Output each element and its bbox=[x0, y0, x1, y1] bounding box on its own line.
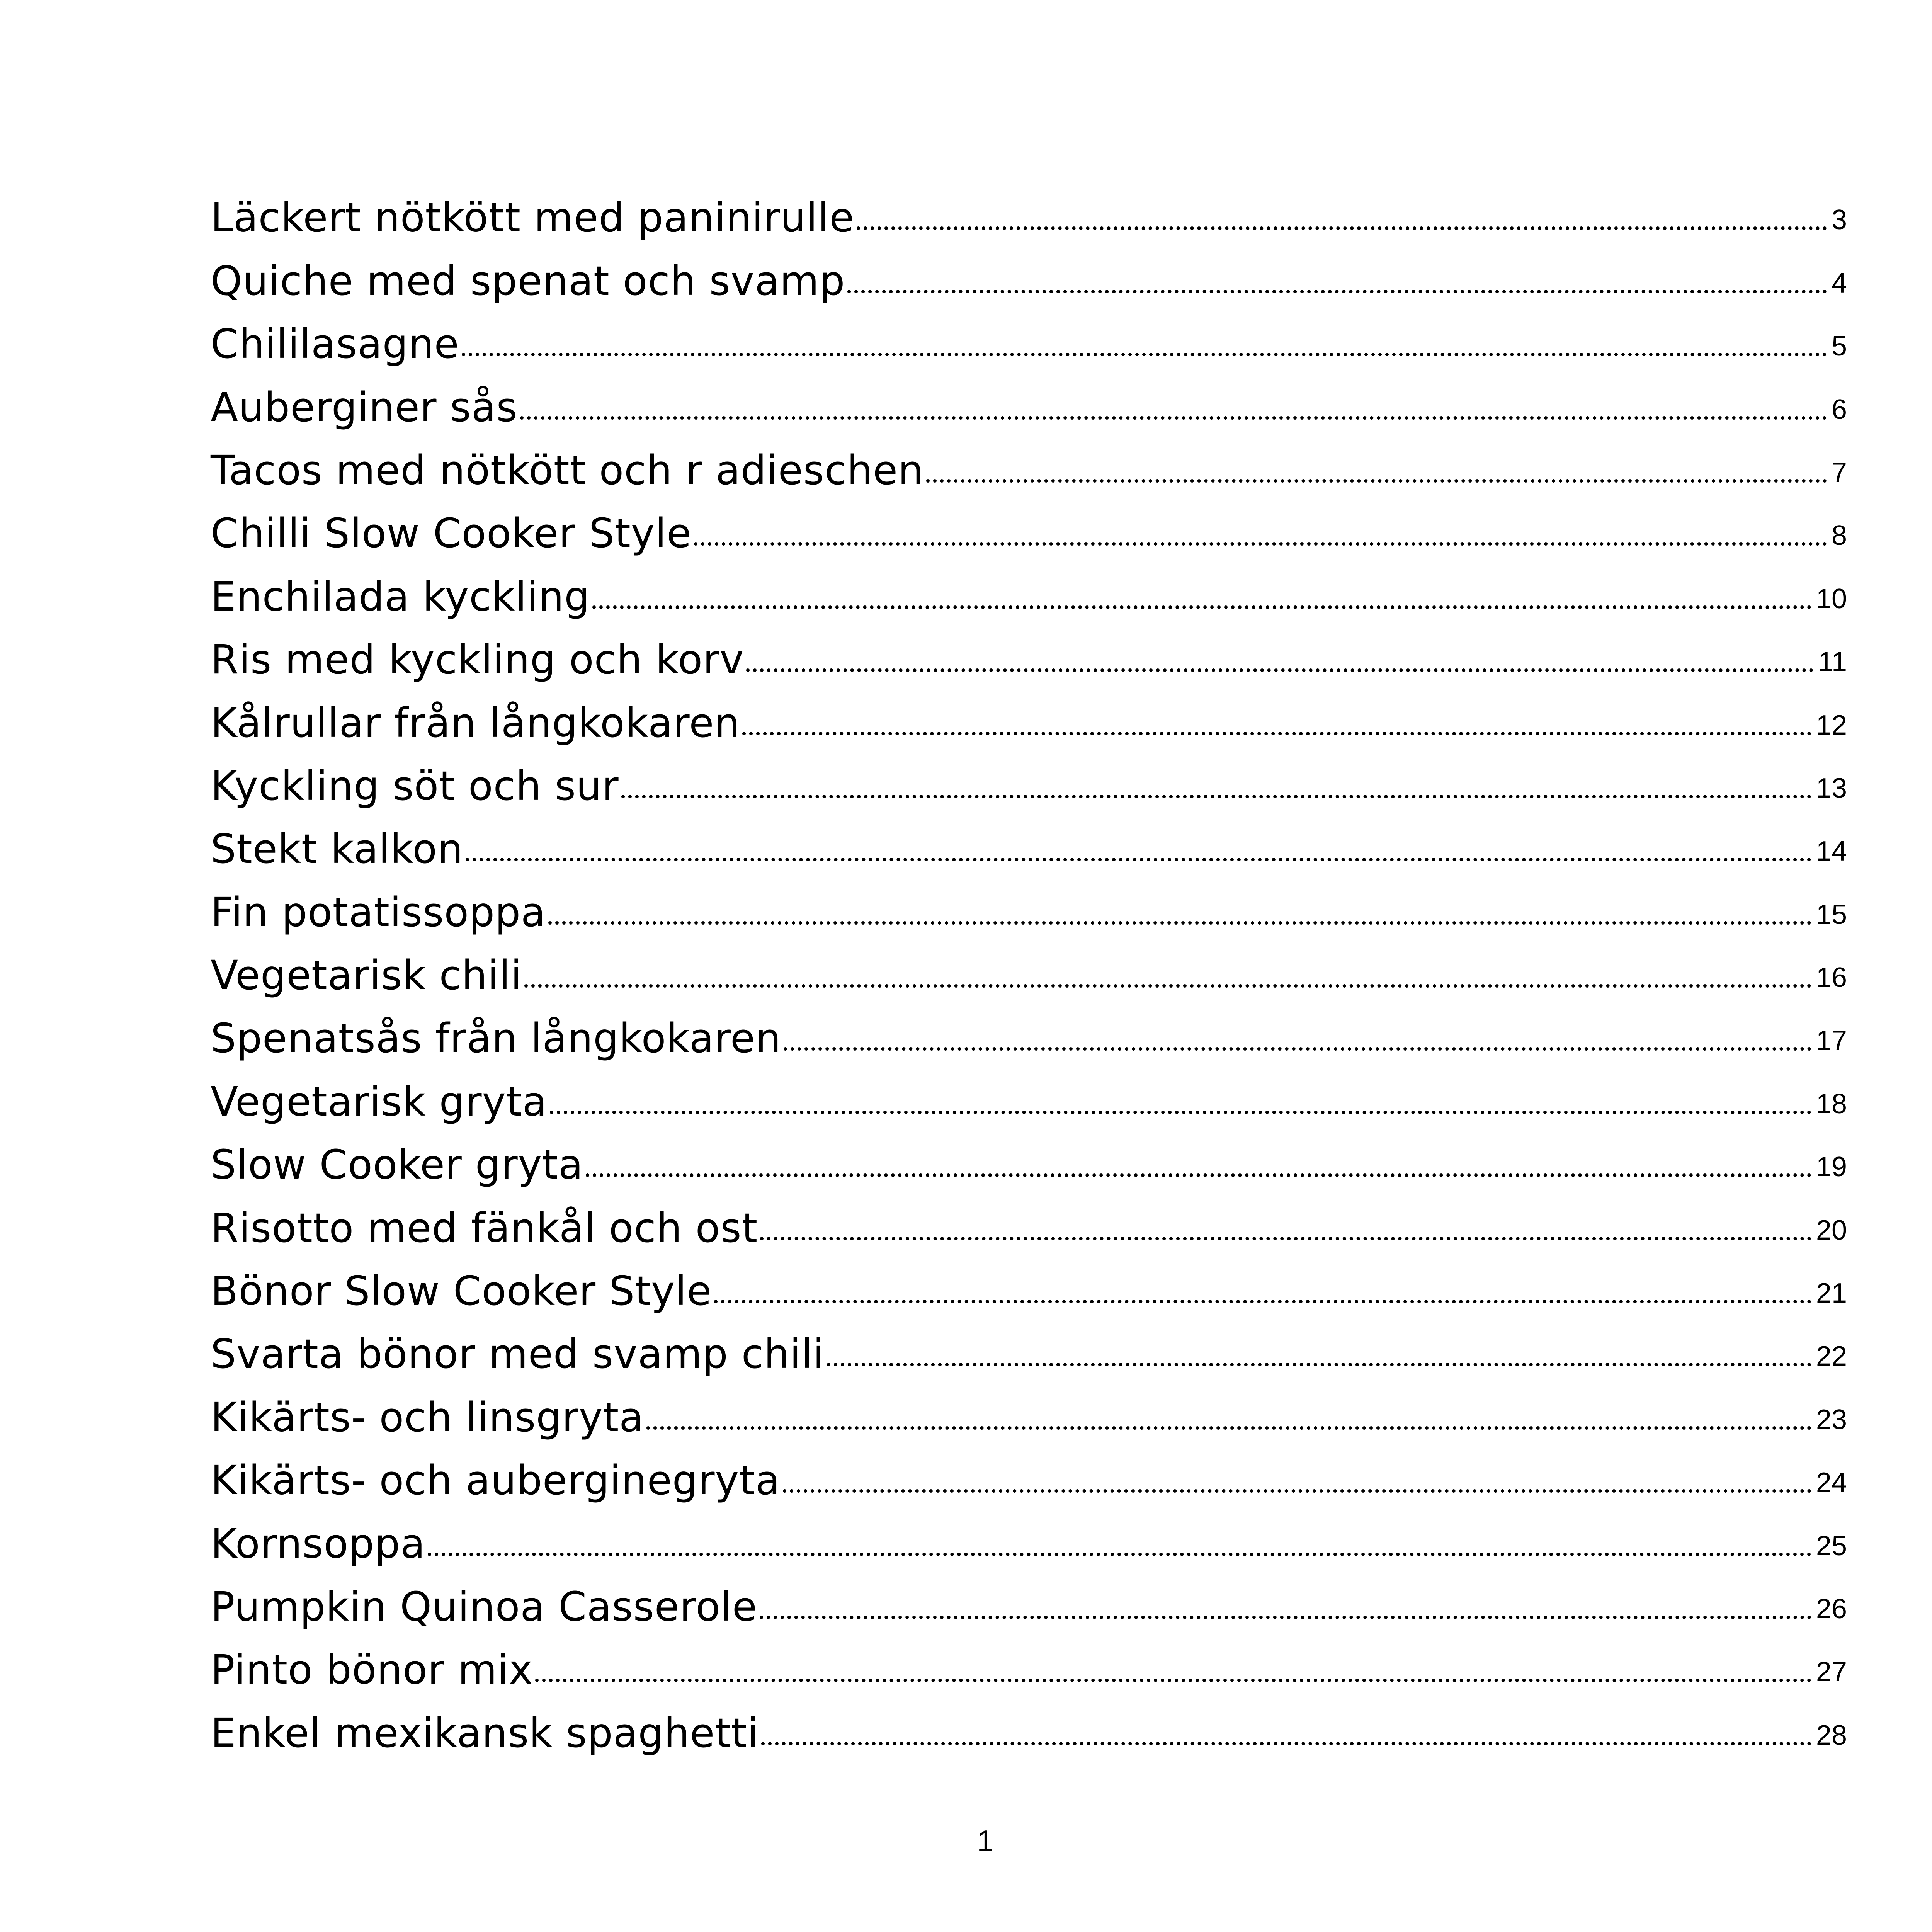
toc-entry-page: 6 bbox=[1831, 394, 1847, 425]
dot-leader bbox=[524, 984, 1811, 988]
toc-entry[interactable] bbox=[211, 1124, 1847, 1187]
toc-entry-page: 16 bbox=[1816, 962, 1847, 993]
toc-entry[interactable] bbox=[211, 1061, 1847, 1124]
toc-entry-page: 17 bbox=[1816, 1025, 1847, 1056]
toc-entry[interactable] bbox=[211, 1250, 1847, 1313]
toc-entry-title: Läckert nötkött med paninirulle bbox=[211, 194, 855, 242]
toc-entry-title: Slow Cooker gryta bbox=[211, 1141, 583, 1189]
toc-entry[interactable] bbox=[211, 493, 1847, 556]
toc-entry-page: 5 bbox=[1831, 331, 1847, 362]
toc-entry-page: 24 bbox=[1816, 1467, 1847, 1498]
dot-leader bbox=[761, 1742, 1811, 1745]
toc-entry-title: Enkel mexikansk spaghetti bbox=[211, 1709, 759, 1757]
page-number: 1 bbox=[977, 1824, 994, 1858]
dot-leader bbox=[520, 416, 1827, 420]
toc-entry-title: Ris med kyckling och korv bbox=[211, 636, 744, 684]
toc-entry-title: Vegetarisk gryta bbox=[211, 1078, 548, 1125]
toc-entry[interactable] bbox=[211, 366, 1847, 429]
toc-entry[interactable] bbox=[211, 556, 1847, 619]
toc-entry-page: 21 bbox=[1816, 1278, 1847, 1309]
toc-entry-title: Chililasagne bbox=[211, 320, 459, 368]
toc-entry-title: Risotto med fänkål och ost bbox=[211, 1204, 758, 1252]
toc-entry[interactable] bbox=[211, 1692, 1847, 1755]
dot-leader bbox=[646, 1426, 1811, 1430]
toc-entry[interactable] bbox=[211, 682, 1847, 745]
toc-entry-page: 14 bbox=[1816, 836, 1847, 867]
toc-entry-page: 13 bbox=[1816, 772, 1847, 804]
toc-entry[interactable] bbox=[211, 998, 1847, 1061]
toc-entry-title: Kålrullar från långkokaren bbox=[211, 699, 740, 747]
toc-entry-page: 7 bbox=[1831, 457, 1847, 488]
dot-leader bbox=[857, 226, 1827, 230]
toc-entry-title: Kikärts- och auberginegryta bbox=[211, 1457, 781, 1504]
toc-entry-title: Svarta bönor med svamp chili bbox=[211, 1330, 825, 1378]
dot-leader bbox=[746, 668, 1813, 672]
dot-leader bbox=[550, 1111, 1811, 1114]
toc-entry-page: 20 bbox=[1816, 1214, 1847, 1246]
toc-entry[interactable] bbox=[211, 1440, 1847, 1503]
toc-entry[interactable] bbox=[211, 1629, 1847, 1692]
dot-leader bbox=[760, 1237, 1811, 1240]
toc-entry-title: Bönor Slow Cooker Style bbox=[211, 1267, 712, 1315]
toc-entry-page: 12 bbox=[1816, 709, 1847, 741]
dot-leader bbox=[742, 732, 1811, 735]
dot-leader bbox=[592, 605, 1811, 609]
toc-entry-page: 8 bbox=[1831, 520, 1847, 551]
dot-leader bbox=[714, 1300, 1811, 1303]
toc-entry-page: 27 bbox=[1816, 1656, 1847, 1688]
dot-leader bbox=[760, 1616, 1811, 1619]
toc-entry[interactable] bbox=[211, 935, 1847, 998]
toc-entry[interactable] bbox=[211, 619, 1847, 682]
dot-leader bbox=[535, 1679, 1811, 1682]
toc-entry-page: 18 bbox=[1816, 1088, 1847, 1119]
dot-leader bbox=[548, 921, 1811, 925]
toc-entry-page: 28 bbox=[1816, 1719, 1847, 1751]
toc-entry-title: Stekt kalkon bbox=[211, 825, 463, 873]
dot-leader bbox=[462, 353, 1827, 356]
toc-entry-title: Kornsoppa bbox=[211, 1520, 426, 1567]
toc-entry-title: Kikärts- och linsgryta bbox=[211, 1393, 645, 1441]
toc-entry[interactable] bbox=[211, 808, 1847, 871]
toc-entry-title: Enchilada kyckling bbox=[211, 573, 590, 620]
toc-entry-title: Auberginer sås bbox=[211, 383, 518, 431]
dot-leader bbox=[847, 290, 1827, 293]
table-of-contents bbox=[211, 177, 1847, 1755]
toc-entry-page: 26 bbox=[1816, 1593, 1847, 1624]
toc-entry-page: 25 bbox=[1816, 1530, 1847, 1561]
toc-entry[interactable] bbox=[211, 177, 1847, 240]
toc-entry-title: Kyckling söt och sur bbox=[211, 762, 619, 810]
dot-leader bbox=[926, 479, 1827, 483]
toc-entry-page: 23 bbox=[1816, 1404, 1847, 1435]
toc-entry[interactable] bbox=[211, 1187, 1847, 1250]
toc-entry-title: Pumpkin Quinoa Casserole bbox=[211, 1583, 757, 1630]
toc-entry-title: Pinto bönor mix bbox=[211, 1646, 533, 1694]
toc-entry-page: 19 bbox=[1816, 1151, 1847, 1183]
toc-entry[interactable] bbox=[211, 871, 1847, 934]
dot-leader bbox=[827, 1363, 1811, 1366]
toc-entry-title: Vegetarisk chili bbox=[211, 952, 522, 999]
toc-entry[interactable] bbox=[211, 745, 1847, 808]
toc-entry-title: Chilli Slow Cooker Style bbox=[211, 510, 692, 557]
toc-entry-page: 22 bbox=[1816, 1341, 1847, 1372]
toc-entry[interactable] bbox=[211, 1566, 1847, 1629]
dot-leader bbox=[694, 542, 1827, 546]
toc-entry-page: 10 bbox=[1816, 583, 1847, 614]
toc-entry-page: 11 bbox=[1818, 646, 1847, 678]
toc-entry[interactable] bbox=[211, 303, 1847, 366]
dot-leader bbox=[586, 1173, 1811, 1177]
toc-entry[interactable] bbox=[211, 240, 1847, 303]
toc-entry[interactable] bbox=[211, 1503, 1847, 1566]
toc-entry[interactable] bbox=[211, 1376, 1847, 1439]
dot-leader bbox=[466, 858, 1811, 861]
toc-entry-title: Spenatsås från långkokaren bbox=[211, 1015, 781, 1062]
dot-leader bbox=[428, 1553, 1811, 1556]
toc-entry-title: Tacos med nötkött och r adieschen bbox=[211, 446, 924, 494]
toc-entry-title: Fin potatissoppa bbox=[211, 888, 546, 936]
toc-entry-title: Quiche med spenat och svamp bbox=[211, 257, 845, 304]
toc-entry-page: 4 bbox=[1831, 267, 1847, 299]
dot-leader bbox=[783, 1489, 1811, 1493]
dot-leader bbox=[784, 1047, 1811, 1051]
dot-leader bbox=[621, 795, 1811, 798]
toc-entry[interactable] bbox=[211, 1313, 1847, 1376]
toc-entry-page: 3 bbox=[1831, 204, 1847, 236]
toc-entry-page: 15 bbox=[1816, 899, 1847, 930]
toc-entry[interactable] bbox=[211, 430, 1847, 493]
